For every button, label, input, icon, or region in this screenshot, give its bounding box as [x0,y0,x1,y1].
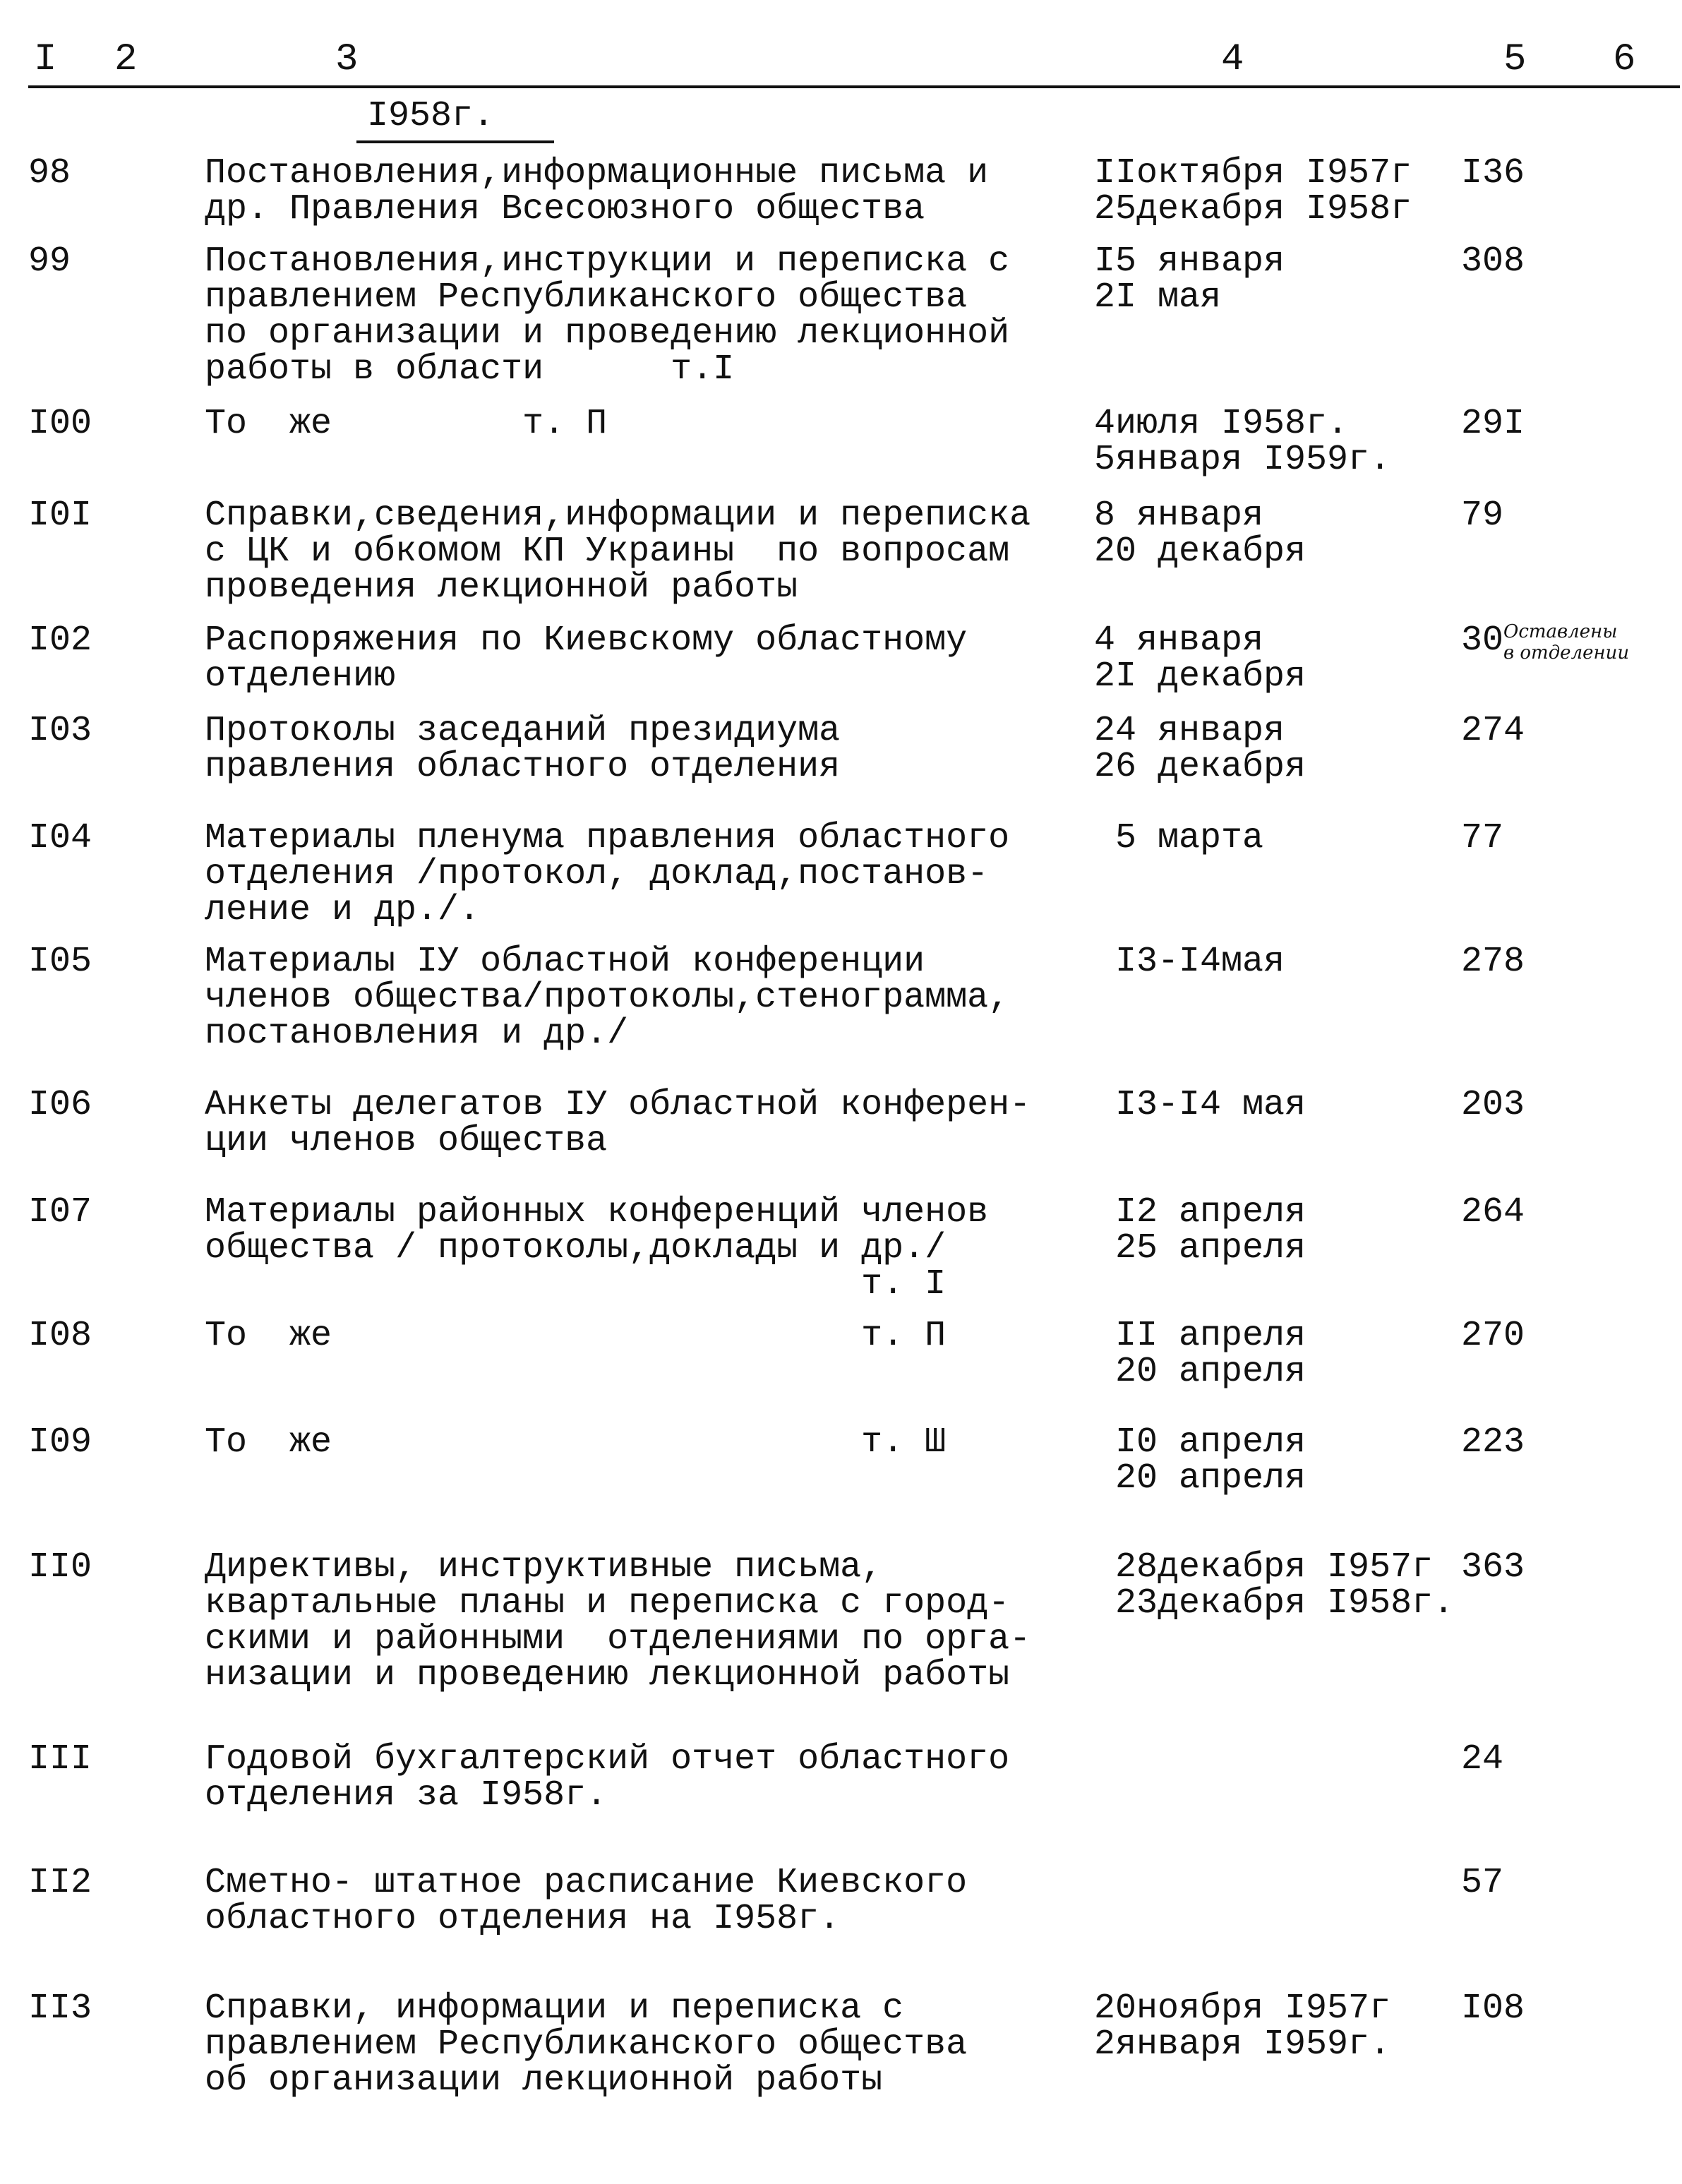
file-dates: I5 января 2I мая [1094,241,1285,318]
sheet-count: 30 [1461,620,1504,661]
file-dates: IIоктября I957г 25декабря I958г [1094,153,1412,229]
file-number: I08 [28,1316,92,1356]
sheet-count: 77 [1461,818,1504,858]
sheet-count: I08 [1461,1988,1525,2029]
year-heading: I958г. [367,96,495,136]
file-number: I02 [28,620,92,661]
file-number: II2 [28,1863,92,1903]
file-dates: 4 января 2I декабря [1094,620,1306,697]
file-dates: 24 января 26 декабря [1094,711,1306,787]
file-dates: II апреля 20 апреля [1115,1316,1306,1392]
column-header-5: 5 [1503,38,1527,81]
sheet-count: 24 [1461,1739,1504,1780]
sheet-count: 203 [1461,1085,1525,1125]
file-number: I04 [28,818,92,858]
file-title: Постановления,информационные письма и др. Правления Всесоюзного общества [205,153,989,229]
file-dates: 5 марта [1094,818,1264,858]
column-header-1: I [34,38,57,81]
sheet-count: 57 [1461,1863,1504,1903]
sheet-count: 308 [1461,241,1525,282]
sheet-count: 270 [1461,1316,1525,1356]
sheet-count: 274 [1461,711,1525,751]
file-title: Годовой бухгалтерский отчет областного отделения за I958г. [205,1739,1010,1816]
column-header-4: 4 [1221,38,1244,81]
sheet-count: 79 [1461,496,1504,536]
file-title: Сметно- штатное расписание Киевского областного отделения на I958г. [205,1863,968,1939]
file-dates: 4июля I958г. 5января I959г. [1094,404,1391,480]
file-title: Материалы районных конференций членов общества / протоколы,доклады и др./ т. I [205,1192,989,1304]
sheet-count: 264 [1461,1192,1525,1232]
file-dates: I3-I4мая [1094,942,1285,982]
header-rule [28,85,1680,88]
file-number: I0I [28,496,92,536]
file-number: II0 [28,1547,92,1588]
file-title: Анкеты делегатов IУ областной конферен- ции членов общества [205,1085,1031,1161]
column-header-2: 2 [114,38,138,81]
column-header-3: 3 [335,38,359,81]
file-number: III [28,1739,92,1780]
file-number: I00 [28,404,92,444]
sheet-count: 363 [1461,1547,1525,1588]
file-number: I06 [28,1085,92,1125]
sheet-count: 223 [1461,1422,1525,1463]
file-number: 99 [28,241,71,282]
file-number: I05 [28,942,92,982]
sheet-count: 278 [1461,942,1525,982]
file-title: Материалы пленума правления областного отделения /протокол, доклад,постанов- ление и др./. [205,818,1010,930]
file-number: 98 [28,153,71,193]
sheet-count: I36 [1461,153,1525,193]
file-title: То же т. П [205,1316,947,1356]
file-number: II3 [28,1988,92,2029]
file-title: Справки, информации и переписка с правлением Республиканского общества об организации лекционной работы [205,1988,968,2101]
file-number: I09 [28,1422,92,1463]
year-heading-underline [356,140,554,143]
file-dates: I0 апреля 20 апреля [1115,1422,1306,1499]
file-title: То же т. П [205,404,608,444]
file-title: Распоряжения по Киевскому областному отделению [205,620,968,697]
file-dates: 28декабря I957г 23декабря I958г. [1115,1547,1455,1624]
handwritten-note: Оставлены в отделении [1503,621,1630,664]
file-dates: 8 января 20 декабря [1094,496,1306,572]
file-dates: 20ноября I957г 2января I959г. [1094,1988,1391,2065]
sheet-count: 29I [1461,404,1525,444]
file-dates: I3-I4 мая [1094,1085,1306,1125]
file-number: I07 [28,1192,92,1232]
file-title: Директивы, инструктивные письма, квартальные планы и переписка с город- скими и районными отделениями по орга- низации и проведению лекционной работы [205,1547,1031,1696]
file-title: Материалы IУ областной конференции членов общества/протоколы,стенограмма, постановления и др./ [205,942,1010,1054]
column-header-6: 6 [1613,38,1636,81]
file-title: Справки,сведения,информации и переписка с ЦК и обкомом КП Украины по вопросам проведения лекционной работы [205,496,1031,608]
file-number: I03 [28,711,92,751]
file-dates: I2 апреля 25 апреля [1115,1192,1306,1268]
file-title: То же т. Ш [205,1422,947,1463]
file-title: Протоколы заседаний президиума правления областного отделения [205,711,841,787]
file-title: Постановления,инструкции и переписка с правлением Республиканского общества по организации и проведению лекционной работы в области т.I [205,241,1010,390]
